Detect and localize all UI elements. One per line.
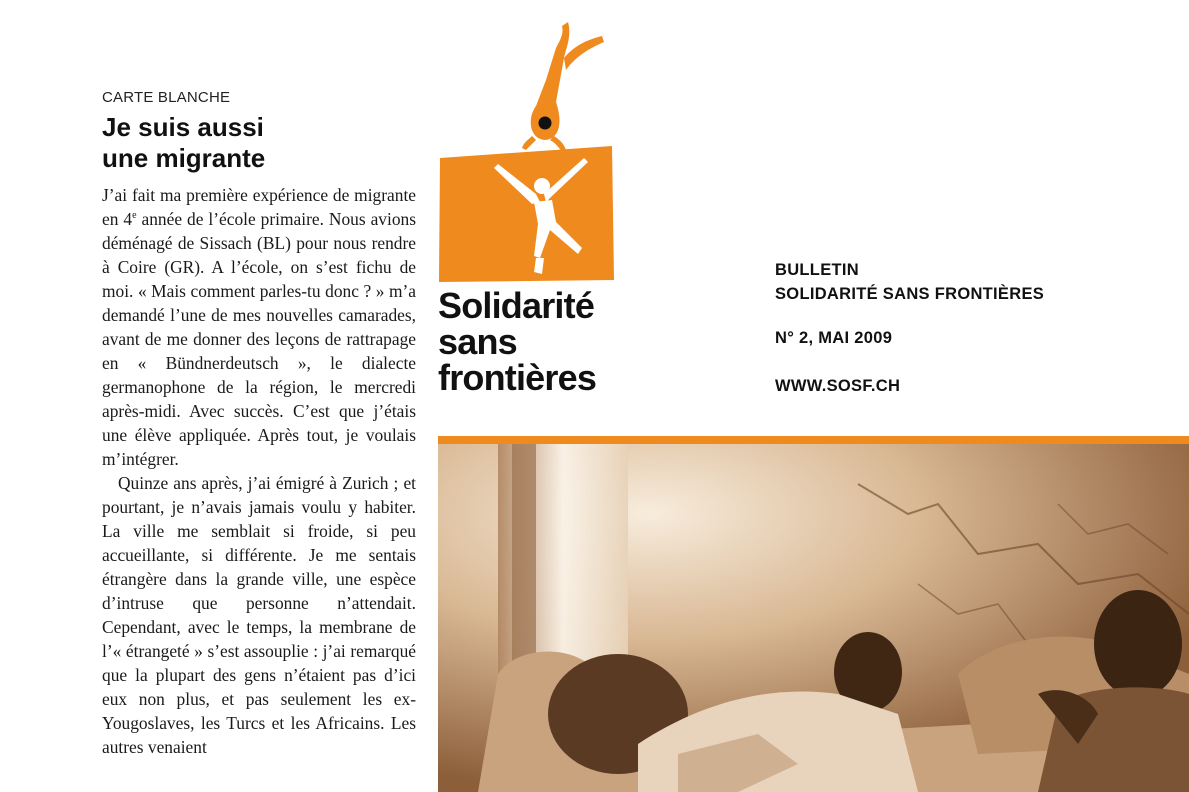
bulletin-line-2: SOLIDARITÉ SANS FRONTIÈRES [775, 285, 1045, 303]
issue-number: N° 2, MAI 2009 [775, 329, 893, 347]
logo-line-1: Solidarité [438, 285, 595, 326]
logo-wordmark [438, 285, 597, 398]
ordinal-superscript: e [132, 210, 137, 222]
article-headline [102, 112, 265, 174]
logo-line-2: sans [438, 321, 517, 362]
paragraph-1 [102, 183, 416, 471]
orange-divider [438, 436, 1189, 444]
bulletin-title [775, 258, 1044, 306]
website-link[interactable]: WWW.SOSF.CH [775, 377, 901, 395]
section-kicker: CARTE BLANCHE [102, 89, 231, 106]
bulletin-line-1: BULLETIN [775, 261, 859, 279]
p1-text-b: année de l’école primaire. Nous avions déménagé de Sissach (BL) pour nous rendre à Coire (GR). A l’école, on s’est fichu de moi. « Mais comment parles-tu donc ? » m’a demandé l’une de mes nouvelles camarades, avant de me donner des leçons de rattrapage en « Bündnerdeutsch », le dialecte germanophone de la région, le mercredi après-midi. Avec succès. C’est que j’étais une élève appliquée. Après tout, je voulais m’intégrer. [102, 209, 416, 469]
paragraph-2: Quinze ans après, j’ai émigré à Zurich ; et pourtant, je n’avais jamais voulu y habiter. La ville me semblait si froide, si peu accueillante, si différente. Je me sentais étrangère dans la grande ville, une espèce d’intruse que personne n’attendait. Cependant, avec le temps, la membrane de l’« étrangeté » s’est assouplie : j’ai remarqué que la plupart des gens n’étaient pas d’ici eux non plus, et pas seulement les ex-Yougoslaves, les Turcs et les Africains. Les autres venaient [102, 473, 416, 757]
orange-square-with-dancing-figures-logo [436, 18, 616, 288]
sepia-photo-people-resting-on-sofa [438, 444, 1189, 792]
article-body [102, 183, 416, 759]
logo-line-3: frontières [438, 357, 597, 398]
headline-line-2: une migrante [102, 143, 266, 173]
headline-line-1: Je suis aussi [102, 112, 264, 142]
p1-text-a: J’ai fait ma première expérience de migrante en 4 [102, 185, 416, 229]
